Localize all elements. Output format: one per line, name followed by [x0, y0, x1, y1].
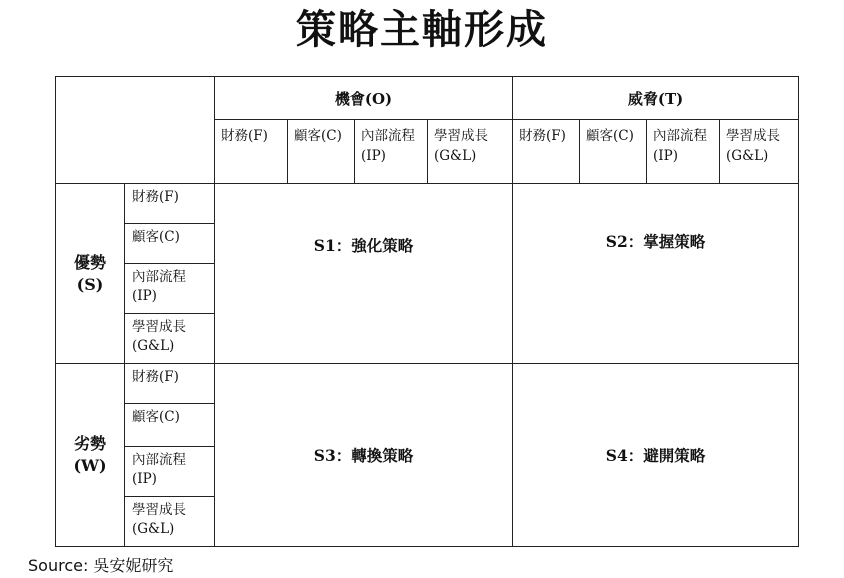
- strategy-s3: [215, 364, 513, 547]
- strategy-s2: [513, 184, 799, 364]
- strength-category-customer: 顧客(C): [125, 224, 215, 264]
- sub-header-t-internal-process: 內部流程(IP): [647, 120, 720, 184]
- weakness-category-learning-growth: 學習成長(G&L): [125, 497, 215, 547]
- corner-cell: [56, 77, 215, 184]
- row-label-weakness-code: (W): [73, 456, 107, 475]
- row-label-strength-code: (S): [76, 274, 104, 294]
- sub-header-t-finance: 財務(F): [513, 120, 580, 184]
- strategy-s1: [215, 184, 513, 364]
- sub-header-o-finance: 財務(F): [215, 120, 288, 184]
- strength-category-internal-process: 內部流程(IP): [125, 264, 215, 314]
- weakness-category-customer: 顧客(C): [125, 404, 215, 447]
- sub-header-o-internal-process: 內部流程(IP): [355, 120, 428, 184]
- strategy-s3-label: S3：轉換策略: [313, 446, 414, 465]
- strategy-s4: [513, 364, 799, 547]
- strategy-s4-label: S4：避開策略: [605, 446, 706, 465]
- row-label-weakness: [56, 364, 125, 547]
- sub-header-t-learning-growth: 學習成長(G&L): [720, 120, 799, 184]
- row-label-strength: [56, 184, 125, 364]
- strength-category-finance: 財務(F): [125, 184, 215, 224]
- sub-header-t-customer: 顧客(C): [580, 120, 647, 184]
- row-label-weakness-name: 劣勢: [73, 434, 106, 453]
- page-title: 策略主軸形成: [296, 7, 548, 53]
- weakness-category-internal-process: 內部流程(IP): [125, 447, 215, 497]
- strategy-s2-label: S2：掌握策略: [605, 232, 706, 251]
- strength-category-learning-growth: 學習成長(G&L): [125, 314, 215, 364]
- sub-header-o-customer: 顧客(C): [288, 120, 355, 184]
- source-caption: Source: 吳安妮研究: [28, 556, 174, 575]
- sub-header-o-learning-growth: 學習成長(G&L): [428, 120, 513, 184]
- strategy-matrix-table: [55, 76, 799, 547]
- weakness-category-finance: 財務(F): [125, 364, 215, 404]
- strategy-s1-label: S1：強化策略: [313, 236, 414, 255]
- header-opportunity: 機會(O): [215, 77, 513, 120]
- header-threat: 威脅(T): [513, 77, 799, 120]
- row-label-strength-name: 優勢: [73, 252, 106, 272]
